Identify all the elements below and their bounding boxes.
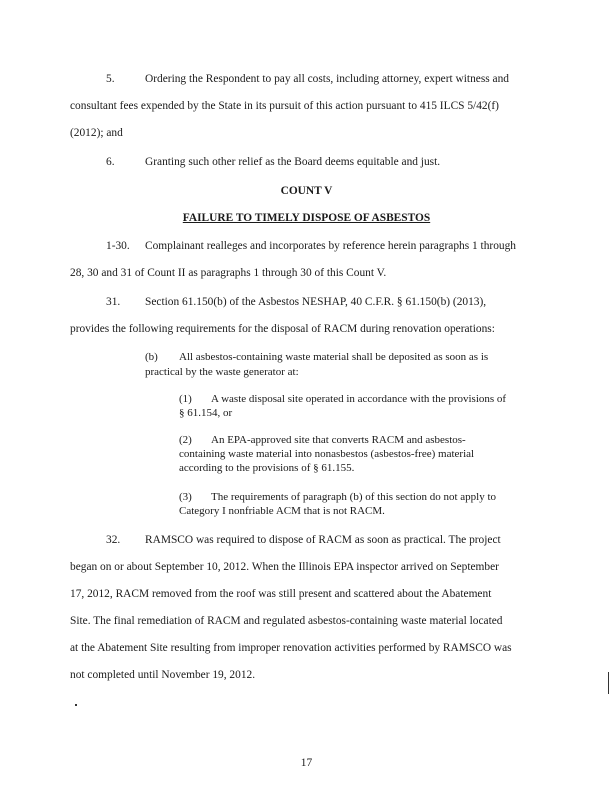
para31-line1: Section 61.150(b) of the Asbestos NESHAP, 40 C.F.R. § 61.150(b) (2013), xyxy=(145,296,487,308)
para5-line1: Ordering the Respondent to pay all costs, including attorney, expert witness and xyxy=(145,73,509,85)
para6-number: 6. xyxy=(106,156,115,168)
para32-line1: RAMSCO was required to dispose of RACM as soon as practical. The project xyxy=(145,534,501,546)
para32-number: 32. xyxy=(106,534,121,546)
para31-number: 31. xyxy=(106,296,121,308)
quote-b-line2: practical by the waste generator at: xyxy=(145,366,299,378)
para32-line3: 17, 2012, RACM removed from the roof was still present and scattered about the Abatement xyxy=(70,588,492,600)
quote-item2-line3: according to the provisions of § 61.155. xyxy=(179,462,355,474)
quote-item3-label: (3) xyxy=(179,491,192,503)
page-number: 17 xyxy=(300,757,313,769)
quote-item2-line1: An EPA-approved site that converts RACM and asbestos- xyxy=(211,434,466,446)
count-subtitle-text: FAILURE TO TIMELY DISPOSE OF ASBESTOS xyxy=(182,212,431,224)
quote-item3-line1: The requirements of paragraph (b) of this section do not apply to xyxy=(211,491,497,503)
quote-b-label: (b) xyxy=(145,351,158,363)
para5-number: 5. xyxy=(106,73,115,85)
para5-line2: consultant fees expended by the State in its pursuit of this action pursuant to 415 ILCS 5/42(f) xyxy=(70,100,499,112)
para32-line6: not completed until November 19, 2012. xyxy=(70,669,256,681)
para1-30-line2: 28, 30 and 31 of Count II as paragraphs 1 through 30 of this Count V. xyxy=(70,267,387,279)
para1-30-line1: Complainant realleges and incorporates by reference herein paragraphs 1 through xyxy=(145,240,516,252)
quote-item1-label: (1) xyxy=(179,393,192,405)
para32-line2: began on or about September 10, 2012. When the Illinois EPA inspector arrived on September xyxy=(70,561,499,573)
para32-line5: at the Abatement Site resulting from improper renovation activities performed by RAMSCO was xyxy=(70,642,512,654)
para32-line4: Site. The final remediation of RACM and regulated asbestos-containing waste material located xyxy=(70,615,503,627)
quote-item2-line2: containing waste material into nonasbestos (asbestos-free) material xyxy=(179,448,475,460)
quote-b-line1: All asbestos-containing waste material shall be deposited as soon as is xyxy=(179,351,489,363)
para5-line3: (2012); and xyxy=(70,127,123,139)
count-subtitle xyxy=(0,211,613,225)
scan-dot-mark xyxy=(75,704,77,706)
quote-item1-line1: A waste disposal site operated in accordance with the provisions of xyxy=(211,393,507,405)
quote-item1-line2: § 61.154, or xyxy=(179,407,233,419)
quote-item3-line2: Category I nonfriable ACM that is not RACM. xyxy=(179,505,385,517)
scan-edge-mark xyxy=(608,672,609,694)
count-title: COUNT V xyxy=(280,185,333,197)
quote-item2-label: (2) xyxy=(179,434,192,446)
para31-line2: provides the following requirements for the disposal of RACM during renovation operations: xyxy=(70,323,495,335)
para1-30-number: 1-30. xyxy=(106,240,130,252)
para6-line1: Granting such other relief as the Board deems equitable and just. xyxy=(145,156,441,168)
